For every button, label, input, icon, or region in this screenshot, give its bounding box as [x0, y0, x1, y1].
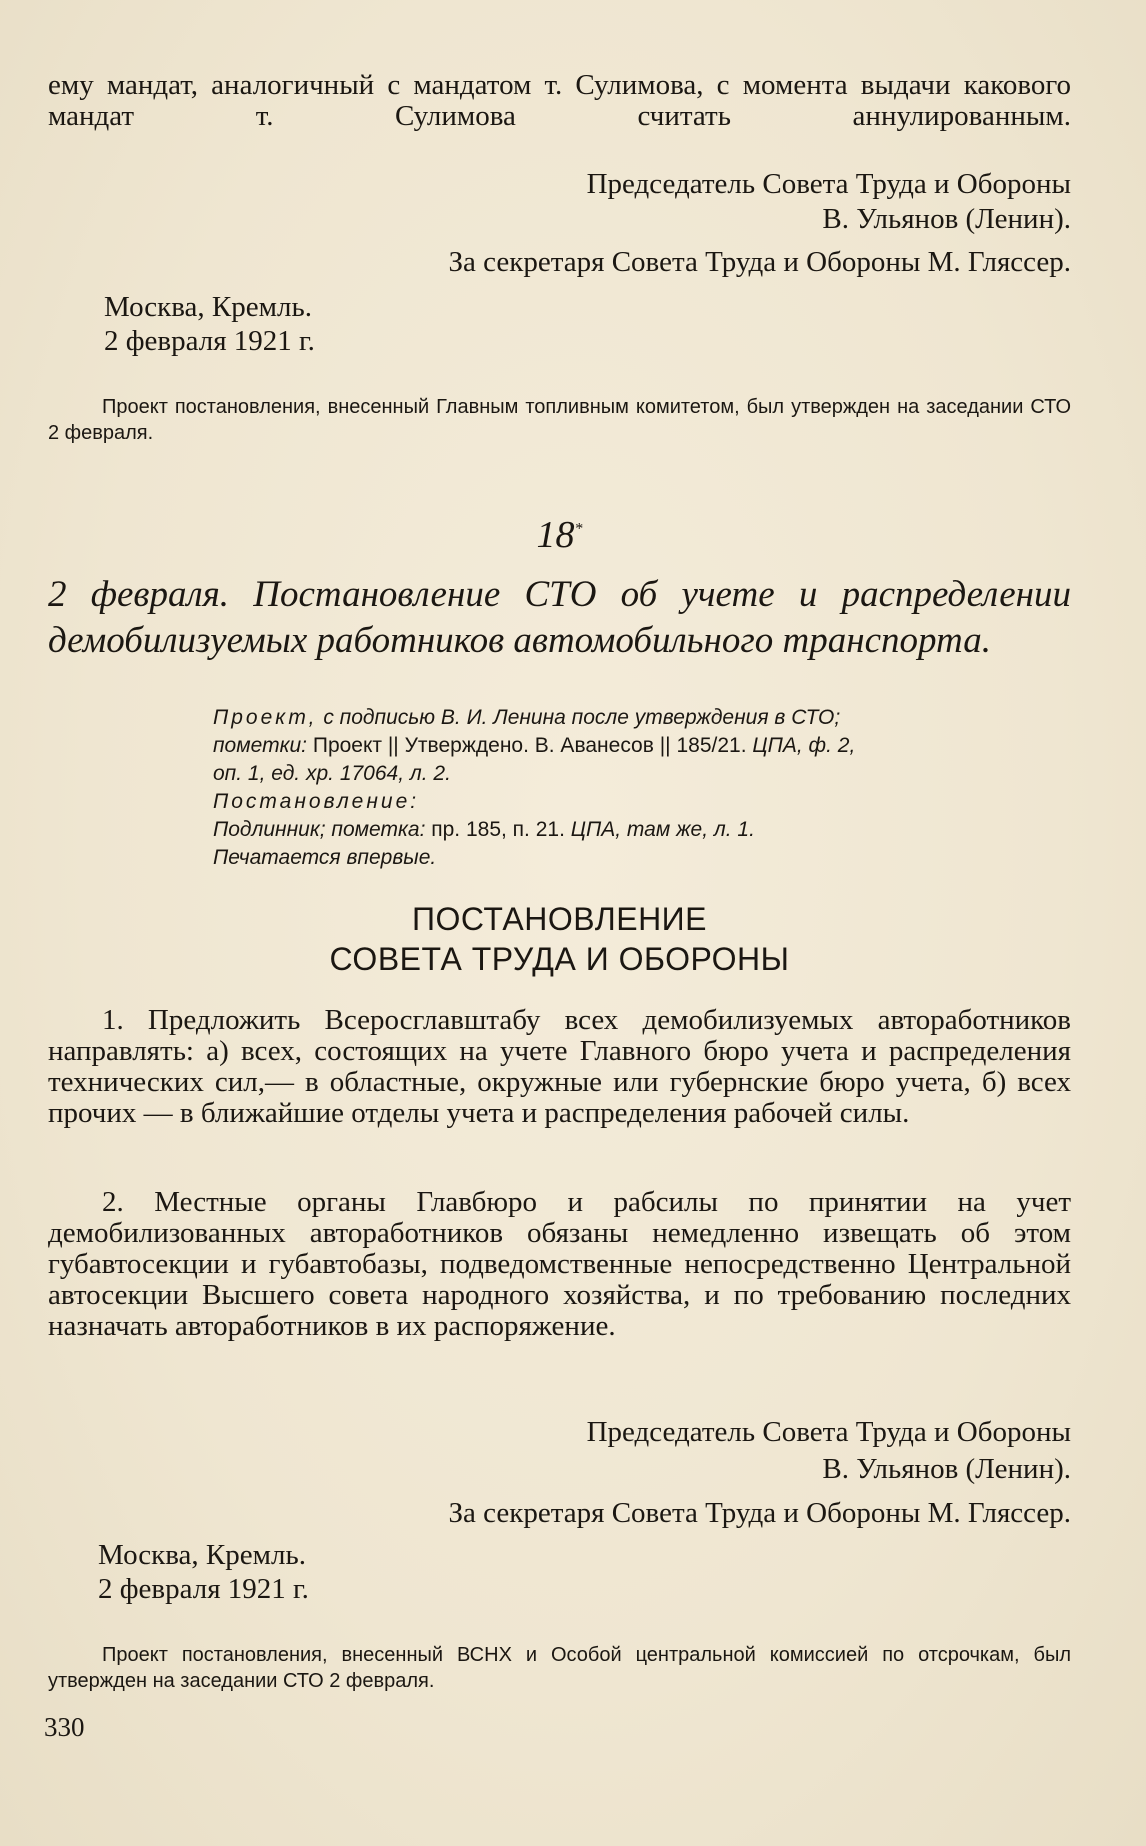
chair-title: Председатель Совета Труда и Обороны — [586, 168, 1071, 200]
page-number: 330 — [44, 1712, 85, 1742]
secretary-signature: За секретаря Совета Труда и Обороны М. Гляссер. — [448, 246, 1071, 278]
continuation-text: ему мандат, аналогичный с мандатом т. Сулимова, с момента выдачи какового мандат т. Сулимова считать аннулированным. — [48, 69, 1071, 132]
resolution-title-line-1: ПОСТАНОВЛЕНИЕ — [411, 901, 708, 937]
paragraph-2: 2. Местные органы Главбюро и рабсилы по принятии на учет демобилизованных автоработников обязаны немедленно извещать об этом губавтосекции и губавтобазы, подведомственные непосредственно Центральной автосекции Высшего совета народного хозяйства, и по требованию последних назначать автоработников в их распоряжение. — [48, 1186, 1071, 1342]
source-line-4: Постановление: — [213, 790, 420, 813]
resolution-secretary: За секретаря Совета Труда и Обороны М. Гляссер. — [448, 1497, 1071, 1529]
source-line-6: Печатается впервые. — [213, 846, 437, 869]
date: 2 февраля 1921 г. — [104, 325, 315, 357]
chair-name: В. Ульянов (Ленин). — [822, 203, 1071, 235]
document-number-text: 18 — [536, 514, 575, 556]
source-citation — [213, 704, 1073, 872]
editorial-note: Проект постановления, внесенный Главным топливным комитетом, был утвержден на заседании СТО 2 февраля. — [48, 396, 1071, 444]
place: Москва, Кремль. — [104, 291, 312, 323]
resolution-place: Москва, Кремль. — [98, 1539, 306, 1571]
source-line-3: оп. 1, ед. хр. 17064, л. 2. — [213, 762, 451, 785]
source-line-2: пометки: Проект || Утверждено. В. Аванесов || 185/21. ЦПА, ф. 2, — [213, 734, 856, 757]
source-line-1: Проект, с подписью В. И. Ленина после утверждения в СТО; — [213, 706, 841, 729]
document-number: 18* — [536, 514, 583, 556]
resolution-chair-name: В. Ульянов (Ленин). — [822, 1453, 1071, 1485]
resolution-chair-title: Председатель Совета Труда и Обороны — [586, 1416, 1071, 1448]
resolution-note: Проект постановления, внесенный ВСНХ и Особой центральной комиссией по отсрочкам, был утвержден на заседании СТО 2 февраля. — [48, 1644, 1071, 1692]
source-line-5: Подлинник; пометка: пр. 185, п. 21. ЦПА, там же, л. 1. — [213, 818, 755, 841]
paragraph-1: 1. Предложить Всеросглавштабу всех демобилизуемых автоработников направлять: а) всех, состоящих на учете Главного бюро учета и распределения технических сил,— в областные, окружные или губернские бюро учета, б) всех прочих — в ближайшие отделы учета и распределения рабочей силы. — [48, 1004, 1071, 1129]
resolution-title-line-2: СОВЕТА ТРУДА И ОБОРОНЫ — [329, 941, 790, 977]
resolution-date: 2 февраля 1921 г. — [98, 1573, 309, 1605]
document-heading: 2 февраля. Постановление СТО об учете и распределении демобилизуемых работников автомобильного транспорта. — [48, 574, 1071, 661]
